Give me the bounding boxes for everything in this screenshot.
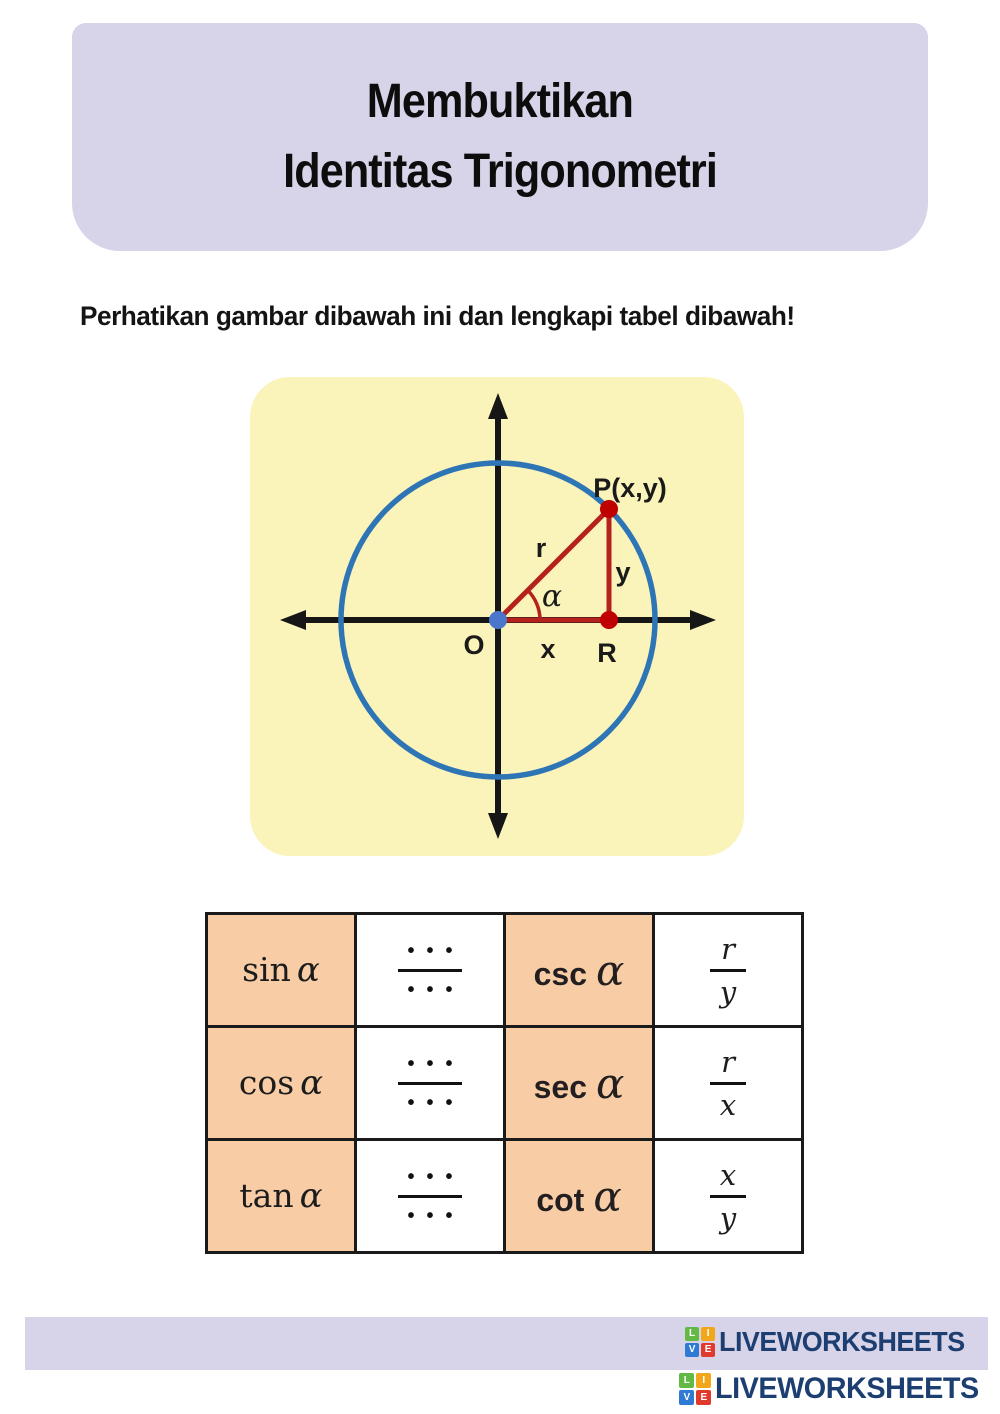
page-title-line1: Membuktikan	[366, 75, 634, 128]
arrow-down-icon	[488, 813, 508, 839]
label-side-x: x	[540, 634, 556, 664]
liveworksheets-wordmark: LIVEWORKSHEETS	[719, 1326, 965, 1357]
cell-cot: cot α	[505, 1140, 654, 1253]
fraction-bar	[710, 1195, 746, 1198]
liveworksheets-logo[interactable]	[679, 1372, 990, 1406]
table-row	[207, 1140, 803, 1253]
label-point-r: R	[597, 638, 617, 668]
liveworksheets-wordmark: LIVEWORKSHEETS	[715, 1372, 980, 1405]
unit-circle-svg	[250, 377, 744, 856]
liveworksheets-logo[interactable]	[685, 1326, 975, 1358]
icon-square-v: V	[679, 1390, 694, 1405]
dots-bottom: •••	[407, 1091, 465, 1114]
trig-identity-table	[205, 912, 804, 1254]
answer-cell-tan[interactable]	[356, 1140, 505, 1253]
origin-dot	[489, 611, 507, 629]
label-point-p: P(x,y)	[593, 473, 667, 503]
icon-square-i: I	[701, 1327, 715, 1341]
arrow-up-icon	[488, 393, 508, 419]
answer-cell-cos[interactable]	[356, 1027, 505, 1140]
cell-tan: tan α	[207, 1140, 356, 1253]
dots-top: •••	[407, 1052, 465, 1075]
value-cell-csc: $\frac{r}{y}$	[654, 914, 803, 1027]
fraction-bar	[710, 1082, 746, 1085]
value-cell-sec: $\frac{r}{x}$	[654, 1027, 803, 1140]
angle-arc	[528, 590, 540, 620]
icon-square-v: V	[685, 1343, 699, 1357]
dots-top: •••	[407, 939, 465, 962]
dots-top: •••	[407, 1165, 465, 1188]
cell-sec: sec α	[505, 1027, 654, 1140]
liveworksheets-grid-icon	[679, 1373, 711, 1405]
cell-sin: sin α	[207, 914, 356, 1027]
icon-square-e: E	[696, 1390, 711, 1405]
cell-csc: csc α	[505, 914, 654, 1027]
answer-cell-sin[interactable]	[356, 914, 505, 1027]
table-row	[207, 1027, 803, 1140]
fraction-bar	[398, 969, 462, 972]
point-r-dot	[600, 611, 618, 629]
fraction-bar	[398, 1195, 462, 1198]
page-title-line2: Identitas Trigonometri	[283, 145, 717, 198]
unit-circle-figure	[250, 377, 744, 856]
arrow-right-icon	[690, 610, 716, 630]
dots-bottom: •••	[407, 1204, 465, 1227]
instruction-text: Perhatikan gambar dibawah ini dan lengkapi tabel dibawah!	[80, 301, 795, 331]
label-origin-o: O	[463, 630, 485, 660]
icon-square-i: I	[696, 1373, 711, 1388]
label-angle-alpha: α	[541, 579, 563, 614]
fraction-bar	[710, 969, 746, 972]
icon-square-l: L	[679, 1373, 694, 1388]
label-radius-r: r	[535, 533, 547, 563]
icon-square-e: E	[701, 1343, 715, 1357]
cell-cos: cos α	[207, 1027, 356, 1140]
arrow-left-icon	[280, 610, 306, 630]
value-cell-cot: $\frac{x}{y}$	[654, 1140, 803, 1253]
icon-square-l: L	[685, 1327, 699, 1341]
fraction-bar	[398, 1082, 462, 1085]
dots-bottom: •••	[407, 978, 465, 1001]
liveworksheets-grid-icon	[685, 1327, 715, 1357]
table-row	[207, 914, 803, 1027]
title-banner	[72, 23, 928, 251]
label-side-y: y	[615, 557, 631, 587]
